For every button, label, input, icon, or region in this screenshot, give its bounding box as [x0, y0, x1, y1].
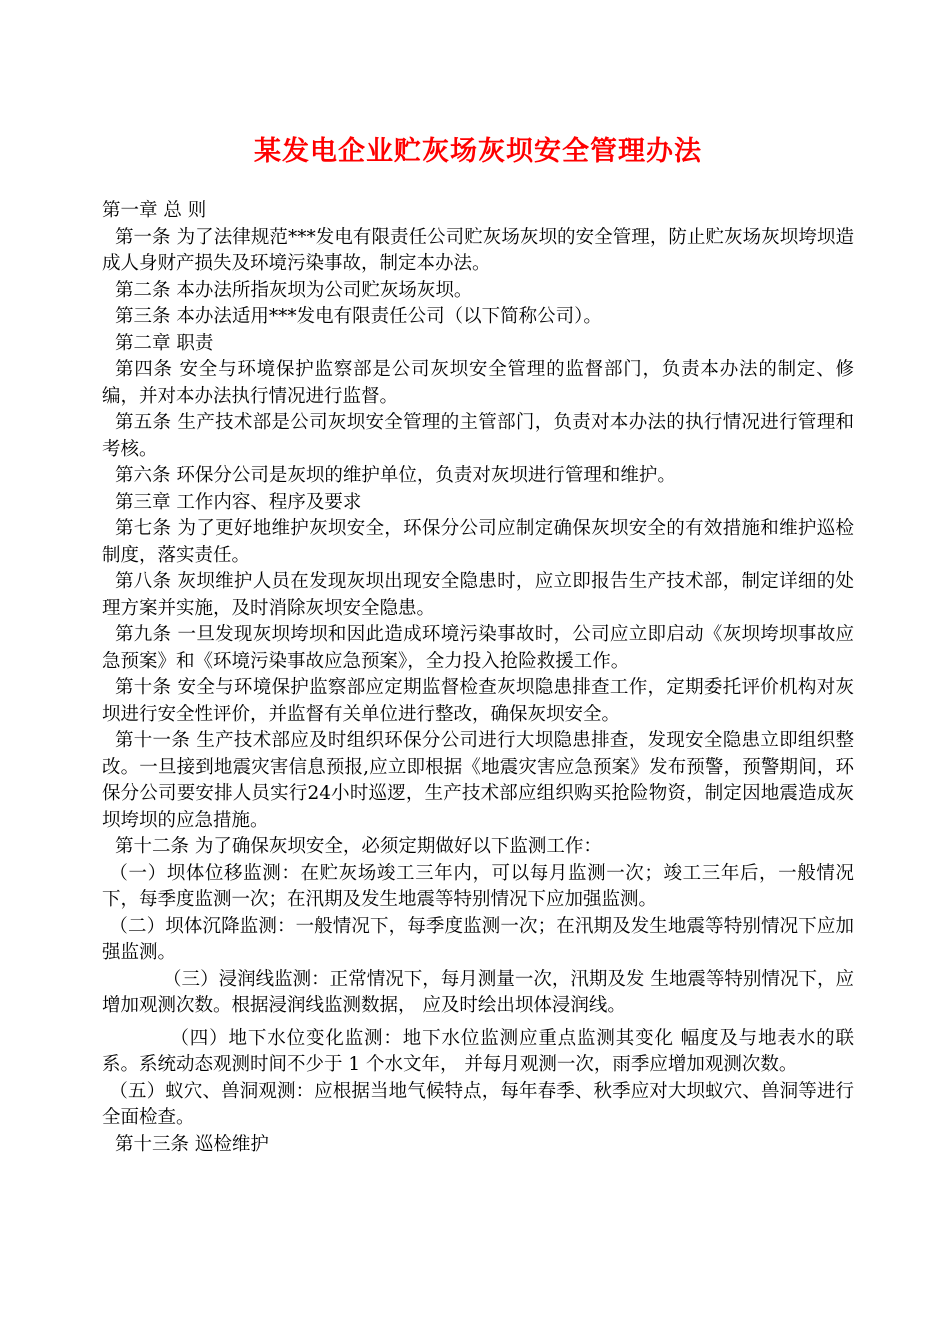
sub-item-paragraph: （二）坝体沉降监测：一般情况下，每季度监测一次；在汛期及发生地震等特别情况下应加强监测。 [102, 915, 854, 963]
sub-item-paragraph: （三）浸润线监测：正常情况下，每月测量一次，汛期及发 生地震等特别情况下，应增加观测次数。根据浸润线监测数据， 应及时绘出坝体浸润线。 [102, 968, 854, 1016]
sub-item-paragraph: （一）坝体位移监测：在贮灰场竣工三年内，可以每月监测一次；竣工三年后，一般情况下，每季度监测一次；在汛期及发生地震等特别情况下应加强监测。 [102, 862, 854, 910]
article-paragraph: 第六条 环保分公司是灰坝的维护单位，负责对灰坝进行管理和维护。 [114, 465, 676, 486]
sub-item-paragraph: （五）蚁穴、兽洞观测：应根据当地气候特点，每年春季、秋季应对大坝蚁穴、兽洞等进行全面检查。 [102, 1080, 854, 1128]
chapter-heading: 第一章 总 则 [102, 200, 207, 221]
chapter-heading: 第二章 职责 [114, 332, 214, 354]
article-paragraph: 第十条 安全与环境保护监察部应定期监督检查灰坝隐患排查工作，定期委托评价机构对灰坝进行安全性评价，并监督有关单位进行整改，确保灰坝安全。 [102, 677, 854, 725]
article-paragraph: 第九条 一旦发现灰坝垮坝和因此造成环境污染事故时，公司应立即启动《灰坝垮坝事故应急预案》和《环境污染事故应急预案》，全力投入抢险救援工作。 [102, 624, 854, 672]
article-paragraph: 第五条 生产技术部是公司灰坝安全管理的主管部门，负责对本办法的执行情况进行管理和考核。 [102, 412, 854, 460]
article-paragraph: 第十二条 为了确保灰坝安全，必须定期做好以下监测工作： [114, 836, 602, 857]
article-paragraph: 第十一条 生产技术部应及时组织环保分公司进行大坝隐患排查，发现安全隐患立即组织整改。一旦接到地震灾害信息预报,应立即根据《地震灾害应急预案》发布预警，预警期间，环保分公司要安排人员实行24小时巡逻，生产技术部应组织购买抢险物资，制定因地震造成灰坝垮坝的应急措施。 [102, 730, 854, 831]
article-paragraph: 第八条 灰坝维护人员在发现灰坝出现安全隐患时，应立即报告生产技术部，制定详细的处理方案并实施，及时消除灰坝安全隐患。 [102, 571, 854, 619]
article-paragraph: 第十三条 巡检维护 [114, 1133, 269, 1155]
chapter-heading: 第三章 工作内容、程序及要求 [114, 491, 362, 513]
article-paragraph: 第一条 为了法律规范***发电有限责任公司贮灰场灰坝的安全管理，防止贮灰场灰坝垮坝造成人身财产损失及环境污染事故，制定本办法。 [102, 226, 854, 274]
article-paragraph: 第二条 本办法所指灰坝为公司贮灰场灰坝。 [114, 279, 473, 301]
sub-item-paragraph: （四）地下水位变化监测：地下水位监测应重点监测其变化 幅度及与地表水的联系。系统动态观测时间不少于 1 个水文年， 并每月观测一次，雨季应增加观测次数。 [102, 1027, 854, 1075]
article-paragraph: 第四条 安全与环境保护监察部是公司灰坝安全管理的监督部门，负责本办法的制定、修编，并对本办法执行情况进行监督。 [102, 359, 854, 407]
article-paragraph: 第三条 本办法适用***发电有限责任公司（以下简称公司）。 [114, 306, 602, 327]
article-paragraph: 第七条 为了更好地维护灰坝安全，环保分公司应制定确保灰坝安全的有效措施和维护巡检制度，落实责任。 [102, 518, 854, 566]
document-title: 某发电企业贮灰场灰坝安全管理办法 [254, 136, 702, 167]
